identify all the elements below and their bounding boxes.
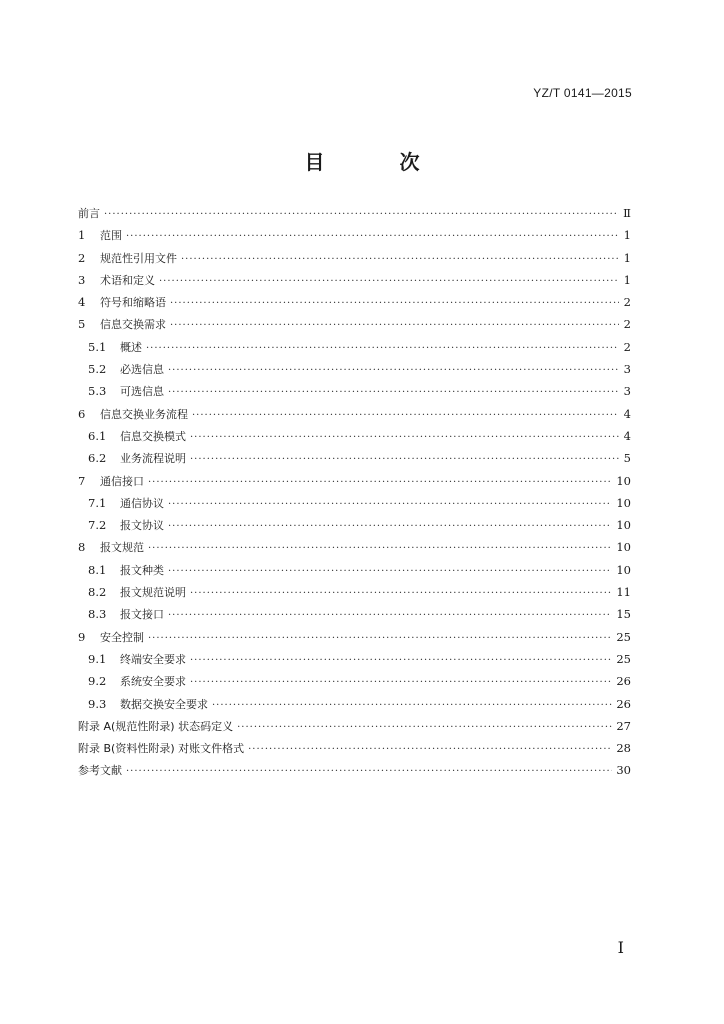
toc-entry-number: 8.1 bbox=[88, 562, 107, 577]
toc-entry-number: 6.2 bbox=[88, 451, 107, 466]
toc-dot-leader bbox=[192, 405, 619, 427]
toc-entry-number: 6.1 bbox=[88, 428, 107, 443]
toc-entry[interactable] bbox=[78, 514, 631, 536]
toc-entry-label: 信息交换需求 bbox=[100, 318, 166, 332]
toc-entry-number: 8 bbox=[78, 540, 86, 555]
toc-dot-leader bbox=[190, 427, 619, 449]
toc-entry-label: 安全控制 bbox=[100, 630, 144, 644]
toc-dot-leader bbox=[159, 271, 619, 293]
toc-entry-label: 概述 bbox=[120, 340, 142, 354]
toc-entry-page: 26 bbox=[616, 674, 631, 689]
toc-entry-number: 5 bbox=[78, 317, 86, 332]
toc-dot-leader bbox=[168, 494, 612, 516]
toc-entry-label: 必选信息 bbox=[120, 363, 164, 377]
toc-entry[interactable] bbox=[78, 425, 631, 447]
toc-dot-leader bbox=[190, 449, 619, 471]
toc-entry[interactable] bbox=[78, 492, 631, 514]
toc-dot-leader bbox=[126, 761, 612, 783]
toc-entry-page: 30 bbox=[616, 763, 631, 778]
toc-entry-page: 27 bbox=[616, 718, 631, 733]
toc-entry-label: 业务流程说明 bbox=[120, 452, 186, 466]
toc-entry-label: 报文协议 bbox=[120, 519, 164, 533]
toc-entry-number: 1 bbox=[78, 228, 86, 243]
toc-entry-number: 4 bbox=[78, 295, 86, 310]
toc-entry-page: 10 bbox=[616, 562, 631, 577]
toc-entry[interactable] bbox=[78, 291, 631, 313]
toc-entry[interactable] bbox=[78, 759, 631, 781]
toc-dot-leader bbox=[190, 583, 612, 605]
toc-entry-number: 9.3 bbox=[88, 696, 107, 711]
toc-entry-number: 7.2 bbox=[88, 518, 107, 533]
toc-entry-number: 9.2 bbox=[88, 674, 107, 689]
toc-entry-label: 报文种类 bbox=[120, 563, 164, 577]
toc-entry[interactable] bbox=[78, 693, 631, 715]
toc-entry-page: 1 bbox=[623, 272, 631, 287]
page-title: 目 次 bbox=[304, 150, 454, 174]
toc-dot-leader bbox=[148, 628, 612, 650]
toc-entry[interactable] bbox=[78, 603, 631, 625]
toc-entry-page: 10 bbox=[616, 495, 631, 510]
toc-entry-page: Ⅱ bbox=[623, 206, 631, 220]
toc-entry-page: 25 bbox=[616, 629, 631, 644]
toc-dot-leader bbox=[170, 315, 619, 337]
toc-entry[interactable] bbox=[78, 403, 631, 425]
toc-entry[interactable] bbox=[78, 336, 631, 358]
toc-entry-number: 8.2 bbox=[88, 585, 107, 600]
toc-entry[interactable] bbox=[78, 358, 631, 380]
toc-entry-label: 数据交换安全要求 bbox=[120, 697, 208, 711]
toc-entry[interactable] bbox=[78, 470, 631, 492]
toc-entry[interactable] bbox=[78, 648, 631, 670]
toc-entry[interactable] bbox=[78, 559, 631, 581]
toc-entry-page: 2 bbox=[623, 317, 631, 332]
toc-entry-page: 10 bbox=[616, 473, 631, 488]
toc-entry[interactable] bbox=[78, 224, 631, 246]
toc-entry-label: 通信协议 bbox=[120, 496, 164, 510]
toc-entry-number: 6 bbox=[78, 406, 86, 421]
table-of-contents bbox=[78, 202, 631, 782]
toc-entry[interactable] bbox=[78, 737, 631, 759]
toc-entry-page: 10 bbox=[616, 540, 631, 555]
toc-entry[interactable] bbox=[78, 581, 631, 603]
toc-entry-label: 信息交换模式 bbox=[120, 429, 186, 443]
toc-entry-number: 7.1 bbox=[88, 495, 107, 510]
toc-dot-leader bbox=[148, 472, 612, 494]
toc-entry[interactable] bbox=[78, 715, 631, 737]
toc-entry-number: 8.3 bbox=[88, 607, 107, 622]
toc-entry-number: 5.2 bbox=[88, 362, 107, 377]
toc-entry-label: 信息交换业务流程 bbox=[100, 407, 188, 421]
toc-entry-page: 28 bbox=[616, 741, 631, 756]
toc-dot-leader bbox=[168, 561, 612, 583]
toc-entry-label: 参考文献 bbox=[78, 764, 122, 778]
toc-entry-page: 3 bbox=[623, 362, 631, 377]
toc-entry[interactable] bbox=[78, 269, 631, 291]
toc-entry[interactable] bbox=[78, 536, 631, 558]
toc-entry-page: 10 bbox=[616, 518, 631, 533]
toc-entry-label: 范围 bbox=[100, 229, 122, 243]
toc-entry-page: 5 bbox=[623, 451, 631, 466]
toc-entry-page: 25 bbox=[616, 651, 631, 666]
toc-entry-page: 2 bbox=[623, 339, 631, 354]
page-number: I bbox=[617, 938, 624, 957]
toc-entry[interactable] bbox=[78, 313, 631, 335]
toc-entry-number: 5.3 bbox=[88, 384, 107, 399]
toc-entry-label: 报文规范说明 bbox=[120, 586, 186, 600]
toc-entry-page: 26 bbox=[616, 696, 631, 711]
toc-entry-number: 7 bbox=[78, 473, 86, 488]
toc-dot-leader bbox=[170, 293, 619, 315]
toc-entry-page: 15 bbox=[616, 607, 631, 622]
toc-entry-number: 2 bbox=[78, 250, 86, 265]
toc-entry-page: 3 bbox=[623, 384, 631, 399]
toc-entry-page: 1 bbox=[623, 228, 631, 243]
toc-entry[interactable] bbox=[78, 247, 631, 269]
toc-entry[interactable] bbox=[78, 626, 631, 648]
toc-entry-label: 可选信息 bbox=[120, 385, 164, 399]
toc-dot-leader bbox=[148, 538, 612, 560]
toc-dot-leader bbox=[168, 360, 619, 382]
document-code: YZ/T 0141—2015 bbox=[533, 86, 632, 100]
toc-entry-number: 9 bbox=[78, 629, 86, 644]
toc-entry-page: 4 bbox=[623, 428, 631, 443]
toc-entry[interactable] bbox=[78, 670, 631, 692]
toc-entry[interactable] bbox=[78, 380, 631, 402]
toc-entry-page: 2 bbox=[623, 295, 631, 310]
toc-entry-label: 符号和缩略语 bbox=[100, 296, 166, 310]
toc-dot-leader bbox=[104, 204, 619, 226]
toc-dot-leader bbox=[168, 516, 612, 538]
toc-dot-leader bbox=[168, 382, 619, 404]
toc-dot-leader bbox=[126, 226, 619, 248]
toc-entry-number: 3 bbox=[78, 272, 86, 287]
toc-entry-page: 4 bbox=[623, 406, 631, 421]
toc-entry-label: 术语和定义 bbox=[100, 273, 155, 287]
toc-dot-leader bbox=[168, 605, 612, 627]
toc-dot-leader bbox=[248, 739, 612, 761]
toc-entry-label: 前言 bbox=[78, 207, 100, 220]
toc-entry-page: 11 bbox=[616, 585, 631, 600]
toc-dot-leader bbox=[190, 672, 612, 694]
toc-entry-label: 通信接口 bbox=[100, 474, 144, 488]
toc-entry-page: 1 bbox=[623, 250, 631, 265]
toc-dot-leader bbox=[237, 717, 612, 739]
toc-entry-label: 报文规范 bbox=[100, 541, 144, 555]
toc-dot-leader bbox=[181, 249, 619, 271]
toc-dot-leader bbox=[146, 338, 619, 360]
toc-dot-leader bbox=[212, 695, 612, 717]
toc-entry-label: 附录 A(规范性附录) 状态码定义 bbox=[78, 719, 234, 733]
toc-entry[interactable] bbox=[78, 447, 631, 469]
toc-entry-label: 附录 B(资料性附录) 对账文件格式 bbox=[78, 742, 245, 756]
toc-entry-label: 终端安全要求 bbox=[120, 652, 186, 666]
toc-entry-label: 系统安全要求 bbox=[120, 675, 186, 689]
toc-entry-number: 5.1 bbox=[88, 339, 107, 354]
toc-entry-number: 9.1 bbox=[88, 651, 107, 666]
toc-dot-leader bbox=[190, 650, 612, 672]
toc-entry[interactable] bbox=[78, 202, 631, 224]
toc-entry-label: 报文接口 bbox=[120, 608, 164, 622]
toc-entry-label: 规范性引用文件 bbox=[100, 251, 177, 265]
